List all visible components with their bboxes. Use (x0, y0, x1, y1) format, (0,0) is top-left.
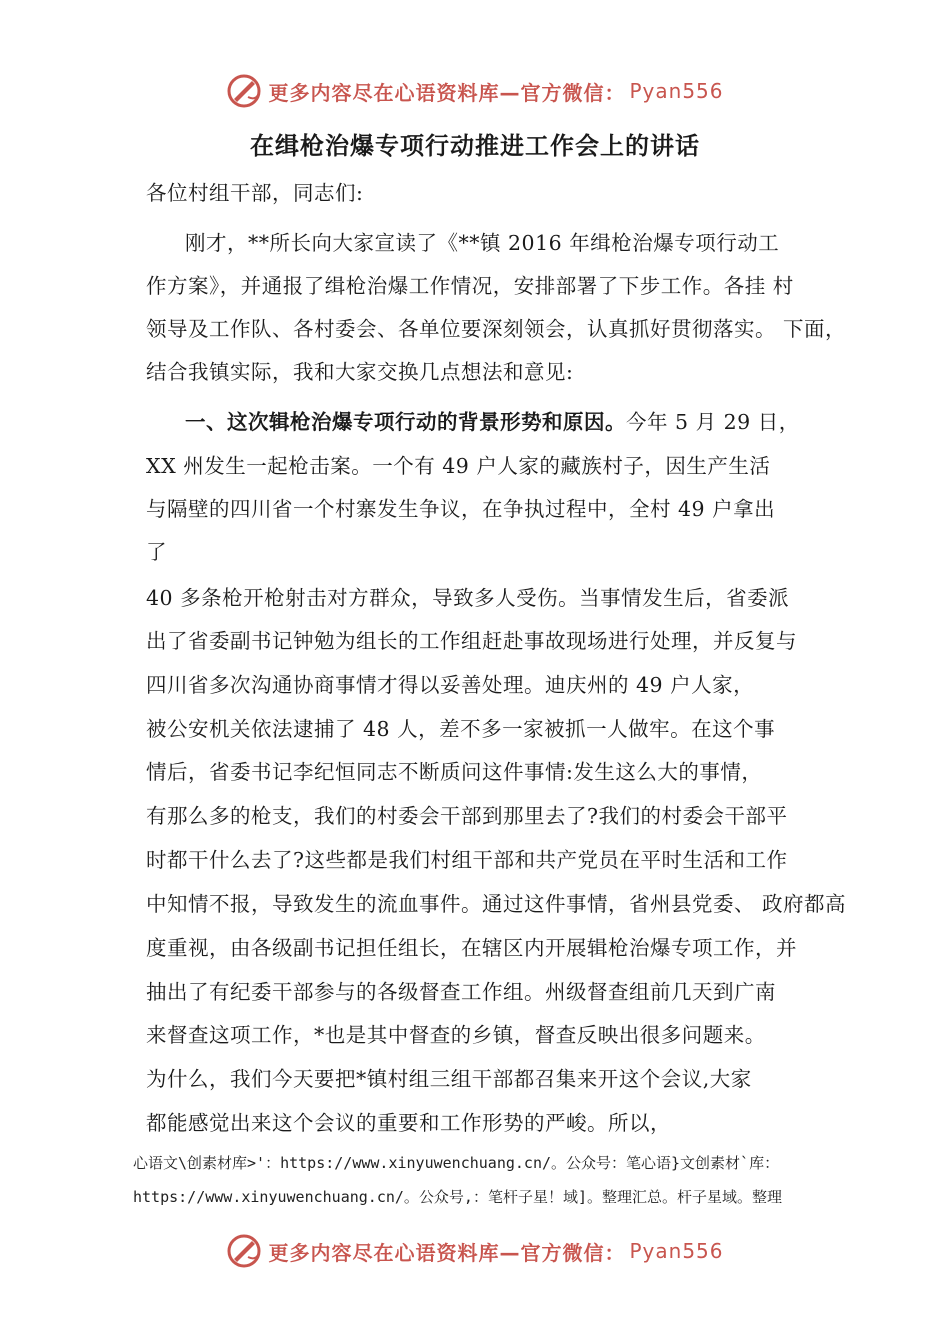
banner-wechat-id: Pyan556 (629, 79, 724, 103)
paragraph-line: 来督查这项工作，*也是其中督查的乡镇，督查反映出很多问题来。 (146, 1023, 766, 1047)
paragraph-line: 刚才，**所长向大家宣读了《**镇 2016 年缉枪治爆专项行动工 (185, 231, 780, 255)
paragraph-line: 作方案》，并通报了缉枪治爆工作情况，安排部署了下步工作。各挂 村 (146, 274, 794, 298)
paragraph-line: 为什么，我们今天要把*镇村组三组干部都召集来开这个会议,大家 (146, 1067, 752, 1091)
paragraph-line: 时都干什么去了?这些都是我们村组干部和共产党员在平时生活和工作 (146, 848, 788, 872)
paragraph-line: 抽出了有纪委干部参与的各级督查工作组。州级督查组前几天到广南 (146, 980, 776, 1004)
paragraph-line: 了 (146, 540, 167, 564)
document-title: 在缉枪治爆专项行动推进工作会上的讲话 (250, 131, 700, 160)
paragraph-line: 情后，省委书记李纪恒同志不断质问这件事情:发生这么大的事情， (146, 760, 763, 784)
paragraph-line: XX 州发生一起枪击案。一个有 49 户人家的藏族村子，因生产生活 (146, 454, 771, 478)
paragraph-line: 都能感觉出来这个会议的重要和工作形势的严峻。所以， (146, 1111, 671, 1135)
paragraph-line: 出了省委副书记钟勉为组长的工作组赶赴事故现场进行处理，并反复与 (146, 629, 797, 653)
paragraph-line: 中知情不报，导致发生的流血事件。通过这件事情，省州县党委、 政府都高 (146, 892, 847, 916)
banner-wechat-id: Pyan556 (629, 1239, 724, 1263)
bottom-banner (0, 1226, 950, 1276)
brush-logo-icon (226, 1233, 262, 1269)
paragraph-line: 40 多条枪开枪射击对方群众，导致多人受伤。当事情发生后，省委派 (146, 586, 790, 610)
footer-source-line: 心语文\创素材库>'：https://www.xinyuwenchuang.cn/。公众号：笔心语}文创素材`库： (133, 1154, 780, 1172)
section-heading-rest: 今年 5 月 29 日， (626, 410, 800, 434)
paragraph-line: 四川省多次沟通协商事情才得以妥善处理。迪庆州的 49 户人家， (146, 673, 755, 697)
paragraph-line: 结合我镇实际，我和大家交换几点想法和意见: (146, 360, 574, 384)
footer-source-line: https://www.xinyuwenchuang.cn/。公众号,：笔杆子星！域]。整理汇总。杆子星域。整理 (133, 1188, 782, 1206)
paragraph-line: 被公安机关依法逮捕了 48 人，差不多一家被抓一人做牢。在这个事 (146, 717, 776, 741)
paragraph-line: 有那么多的枪支，我们的村委会干部到那里去了?我们的村委会干部平 (146, 804, 788, 828)
section-heading: 一、这次辑枪治爆专项行动的背景形势和原因。 (185, 410, 626, 434)
top-banner (0, 66, 950, 116)
paragraph-line: 与隔壁的四川省一个村寨发生争议，在争执过程中，全村 49 户拿出 (146, 497, 776, 521)
salutation: 各位村组干部，同志们: (146, 181, 364, 205)
paragraph-line: 度重视，由各级副书记担任组长，在辖区内开展辑枪治爆专项工作，并 (146, 936, 797, 960)
section-heading-line (185, 407, 800, 437)
banner-text: 更多内容尽在心语资料库—官方微信： (268, 80, 626, 105)
paragraph-line: 领导及工作队、各村委会、各单位要深刻领会，认真抓好贯彻落实。 下面， (146, 317, 847, 341)
banner-text: 更多内容尽在心语资料库—官方微信： (268, 1240, 626, 1265)
brush-logo-icon (226, 73, 262, 109)
